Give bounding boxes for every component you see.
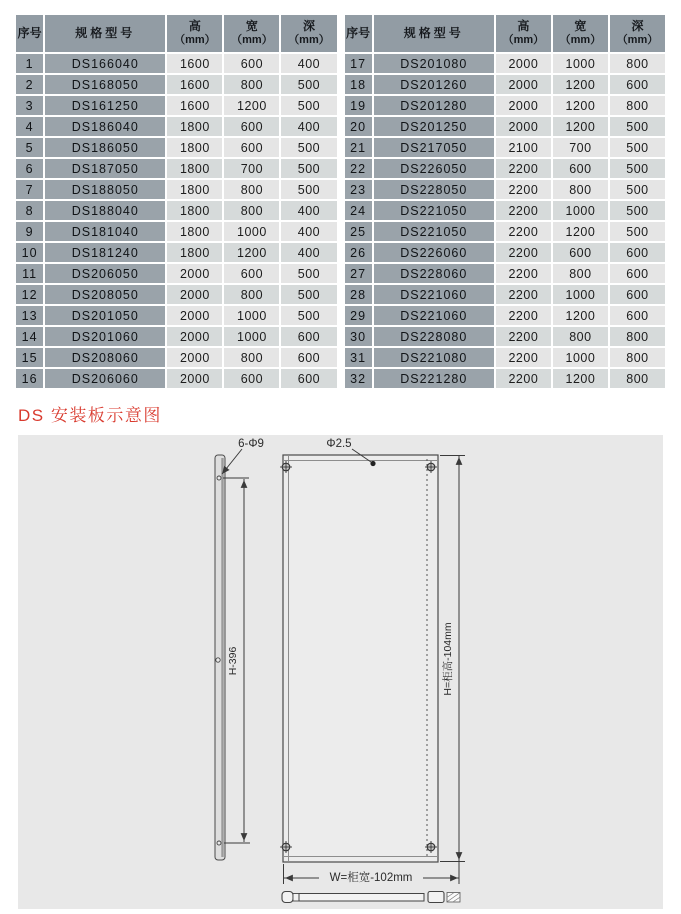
width-mm: 600 [224, 117, 279, 136]
col-header-model-code: 规格型号 [45, 15, 165, 52]
model-code: DS228080 [374, 327, 494, 346]
depth-mm: 500 [610, 180, 665, 199]
height-mm: 2200 [496, 180, 551, 199]
model-code: DS186040 [45, 117, 165, 136]
plate-height-label: H=柜高-104mm [442, 622, 454, 696]
depth-mm: 400 [281, 243, 336, 262]
width-mm: 1000 [553, 201, 608, 220]
side-holes-callout [222, 438, 264, 474]
width-mm: 600 [224, 138, 279, 157]
model-code: DS188050 [45, 180, 165, 199]
row-index: 22 [345, 159, 372, 178]
width-mm: 600 [553, 159, 608, 178]
depth-mm: 500 [281, 159, 336, 178]
depth-mm: 600 [281, 327, 336, 346]
row-index: 28 [345, 285, 372, 304]
depth-mm: 500 [281, 180, 336, 199]
header-row [345, 15, 666, 52]
model-code: DS206050 [45, 264, 165, 283]
table-row [16, 285, 337, 304]
model-code: DS187050 [45, 159, 165, 178]
height-mm: 1800 [167, 222, 222, 241]
table-row [16, 96, 337, 115]
width-mm: 1000 [224, 306, 279, 325]
table-row [16, 180, 337, 199]
table-row [345, 222, 666, 241]
col-header-width-mm: 宽 （mm） [224, 15, 279, 52]
section-title: DS 安装板示意图 [18, 406, 162, 425]
table-row [16, 75, 337, 94]
table-row [16, 117, 337, 136]
depth-mm: 500 [281, 285, 336, 304]
front-hole-label: Φ2.5 [326, 438, 352, 450]
model-code: DS201280 [374, 96, 494, 115]
height-mm: 2000 [496, 96, 551, 115]
model-code: DS181040 [45, 222, 165, 241]
table-row [345, 306, 666, 325]
height-mm: 2000 [167, 327, 222, 346]
row-index: 8 [16, 201, 43, 220]
model-code: DS221060 [374, 306, 494, 325]
height-mm: 1800 [167, 138, 222, 157]
height-mm: 2200 [496, 369, 551, 388]
col-header-row-index: 序号 [345, 15, 372, 52]
table-row [16, 243, 337, 262]
width-mm: 1200 [553, 75, 608, 94]
row-index: 17 [345, 54, 372, 73]
depth-mm: 600 [610, 75, 665, 94]
model-code: DS201250 [374, 117, 494, 136]
depth-mm: 400 [281, 117, 336, 136]
row-index: 18 [345, 75, 372, 94]
height-mm: 2200 [496, 159, 551, 178]
width-mm: 1200 [553, 96, 608, 115]
width-mm: 600 [224, 54, 279, 73]
model-code: DS201260 [374, 75, 494, 94]
model-code: DS208060 [45, 348, 165, 367]
model-code: DS168050 [45, 75, 165, 94]
height-mm: 1800 [167, 117, 222, 136]
height-mm: 2200 [496, 201, 551, 220]
depth-mm: 500 [281, 306, 336, 325]
row-index: 29 [345, 306, 372, 325]
model-code: DS188040 [45, 201, 165, 220]
row-index: 14 [16, 327, 43, 346]
width-mm: 800 [224, 75, 279, 94]
model-code: DS228050 [374, 180, 494, 199]
width-mm: 1200 [553, 222, 608, 241]
table-row [16, 222, 337, 241]
col-header-depth-mm: 深 （mm） [281, 15, 336, 52]
width-mm: 700 [224, 159, 279, 178]
model-code: DS221050 [374, 222, 494, 241]
model-code: DS226050 [374, 159, 494, 178]
depth-mm: 800 [610, 327, 665, 346]
col-header-depth-mm: 深 （mm） [610, 15, 665, 52]
row-index: 15 [16, 348, 43, 367]
depth-mm: 600 [610, 306, 665, 325]
col-header-height-mm: 高 （mm） [167, 15, 222, 52]
row-index: 1 [16, 54, 43, 73]
width-mm: 800 [553, 327, 608, 346]
row-index: 25 [345, 222, 372, 241]
side-plate-hole-bottom [217, 841, 221, 845]
depth-mm: 600 [610, 285, 665, 304]
width-mm: 800 [224, 201, 279, 220]
table-row [345, 54, 666, 73]
row-index: 31 [345, 348, 372, 367]
col-header-width-mm: 宽 （mm） [553, 15, 608, 52]
depth-mm: 400 [281, 222, 336, 241]
depth-mm: 800 [610, 369, 665, 388]
width-mm: 1200 [553, 306, 608, 325]
model-code: DS166040 [45, 54, 165, 73]
depth-mm: 500 [281, 96, 336, 115]
model-code: DS201050 [45, 306, 165, 325]
table-row [345, 159, 666, 178]
width-mm: 1000 [553, 285, 608, 304]
width-mm: 700 [553, 138, 608, 157]
depth-mm: 600 [610, 264, 665, 283]
table-row [16, 138, 337, 157]
height-mm: 2200 [496, 348, 551, 367]
model-code: DS201080 [374, 54, 494, 73]
row-index: 10 [16, 243, 43, 262]
depth-mm: 500 [610, 138, 665, 157]
depth-mm: 500 [610, 201, 665, 220]
row-index: 11 [16, 264, 43, 283]
table-row [16, 159, 337, 178]
height-mm: 1800 [167, 201, 222, 220]
model-code: DS161250 [45, 96, 165, 115]
depth-mm: 500 [281, 138, 336, 157]
height-mm: 2000 [167, 306, 222, 325]
table-row [345, 117, 666, 136]
row-index: 20 [345, 117, 372, 136]
height-mm: 2200 [496, 285, 551, 304]
row-index: 3 [16, 96, 43, 115]
depth-mm: 500 [610, 117, 665, 136]
model-code: DS226060 [374, 243, 494, 262]
side-height-label: H-396 [227, 646, 239, 676]
depth-mm: 600 [281, 348, 336, 367]
model-code: DS186050 [45, 138, 165, 157]
row-index: 12 [16, 285, 43, 304]
model-code: DS181240 [45, 243, 165, 262]
height-mm: 2200 [496, 306, 551, 325]
depth-mm: 600 [610, 243, 665, 262]
width-mm: 1200 [553, 117, 608, 136]
table-row [345, 264, 666, 283]
table-row [16, 306, 337, 325]
row-index: 5 [16, 138, 43, 157]
table-row [345, 369, 666, 388]
bar-end-mark [447, 893, 460, 903]
row-index: 7 [16, 180, 43, 199]
depth-mm: 800 [610, 54, 665, 73]
height-mm: 1600 [167, 54, 222, 73]
table-row [16, 327, 337, 346]
col-header-height-mm: 高 （mm） [496, 15, 551, 52]
height-mm: 2200 [496, 264, 551, 283]
bar-right-cap [428, 892, 444, 903]
row-index: 2 [16, 75, 43, 94]
table-row [345, 243, 666, 262]
table-row [16, 369, 337, 388]
side-plate-hole-top [217, 476, 221, 480]
plate-width-label: W=柜宽-102mm [329, 872, 413, 884]
table-row [16, 348, 337, 367]
row-index: 27 [345, 264, 372, 283]
model-code: DS221280 [374, 369, 494, 388]
height-mm: 2200 [496, 243, 551, 262]
model-code: DS221080 [374, 348, 494, 367]
height-mm: 2000 [496, 54, 551, 73]
table-row [345, 327, 666, 346]
depth-mm: 800 [610, 348, 665, 367]
row-index: 23 [345, 180, 372, 199]
height-mm: 2200 [496, 222, 551, 241]
mounting-plate-diagram [18, 435, 663, 909]
depth-mm: 400 [281, 201, 336, 220]
height-mm: 1800 [167, 159, 222, 178]
row-index: 9 [16, 222, 43, 241]
width-mm: 600 [224, 369, 279, 388]
width-mm: 600 [553, 243, 608, 262]
height-mm: 1600 [167, 75, 222, 94]
spec-table-left [14, 13, 339, 390]
depth-mm: 500 [610, 159, 665, 178]
col-header-row-index: 序号 [16, 15, 43, 52]
bar-body [299, 894, 424, 902]
side-view-plate [215, 455, 225, 860]
row-index: 24 [345, 201, 372, 220]
width-mm: 1000 [224, 327, 279, 346]
table-row [345, 138, 666, 157]
height-mm: 1800 [167, 180, 222, 199]
model-code: DS206060 [45, 369, 165, 388]
spec-tables [0, 0, 681, 390]
front-hole-dot [370, 461, 375, 466]
side-holes-label: 6-Φ9 [238, 438, 264, 450]
height-mm: 2000 [167, 285, 222, 304]
top-view-bar [282, 892, 460, 903]
width-mm: 1200 [553, 369, 608, 388]
row-index: 30 [345, 327, 372, 346]
table-row [345, 201, 666, 220]
depth-mm: 800 [610, 96, 665, 115]
model-code: DS221060 [374, 285, 494, 304]
height-mm: 1600 [167, 96, 222, 115]
height-mm: 2000 [496, 117, 551, 136]
width-mm: 800 [224, 348, 279, 367]
table-row [345, 75, 666, 94]
height-mm: 2000 [167, 348, 222, 367]
model-code: DS221050 [374, 201, 494, 220]
width-mm: 800 [224, 180, 279, 199]
width-mm: 800 [553, 264, 608, 283]
row-index: 19 [345, 96, 372, 115]
height-mm: 2200 [496, 327, 551, 346]
table-row [16, 201, 337, 220]
width-mm: 1000 [553, 54, 608, 73]
row-index: 16 [16, 369, 43, 388]
height-mm: 2000 [167, 369, 222, 388]
width-mm: 1000 [553, 348, 608, 367]
width-mm: 1200 [224, 96, 279, 115]
width-mm: 600 [224, 264, 279, 283]
spec-table-right [343, 13, 668, 390]
bar-left-cap [282, 892, 293, 903]
model-code: DS228060 [374, 264, 494, 283]
front-view-plate [283, 455, 438, 862]
model-code: DS201060 [45, 327, 165, 346]
height-mm: 2000 [167, 264, 222, 283]
depth-mm: 500 [281, 264, 336, 283]
depth-mm: 500 [610, 222, 665, 241]
diagram-panel [18, 435, 663, 909]
width-mm: 800 [224, 285, 279, 304]
row-index: 26 [345, 243, 372, 262]
header-row [16, 15, 337, 52]
model-code: DS217050 [374, 138, 494, 157]
row-index: 21 [345, 138, 372, 157]
width-mm: 1000 [224, 222, 279, 241]
width-mm: 800 [553, 180, 608, 199]
depth-mm: 500 [281, 75, 336, 94]
row-index: 4 [16, 117, 43, 136]
col-header-model-code: 规格型号 [374, 15, 494, 52]
side-plate-hole-mid [216, 658, 220, 662]
row-index: 13 [16, 306, 43, 325]
table-row [16, 264, 337, 283]
table-row [345, 348, 666, 367]
depth-mm: 600 [281, 369, 336, 388]
table-row [345, 285, 666, 304]
row-index: 32 [345, 369, 372, 388]
table-row [16, 54, 337, 73]
table-row [345, 180, 666, 199]
table-row [345, 96, 666, 115]
height-mm: 1800 [167, 243, 222, 262]
height-mm: 2100 [496, 138, 551, 157]
row-index: 6 [16, 159, 43, 178]
model-code: DS208050 [45, 285, 165, 304]
width-mm: 1200 [224, 243, 279, 262]
depth-mm: 400 [281, 54, 336, 73]
height-mm: 2000 [496, 75, 551, 94]
